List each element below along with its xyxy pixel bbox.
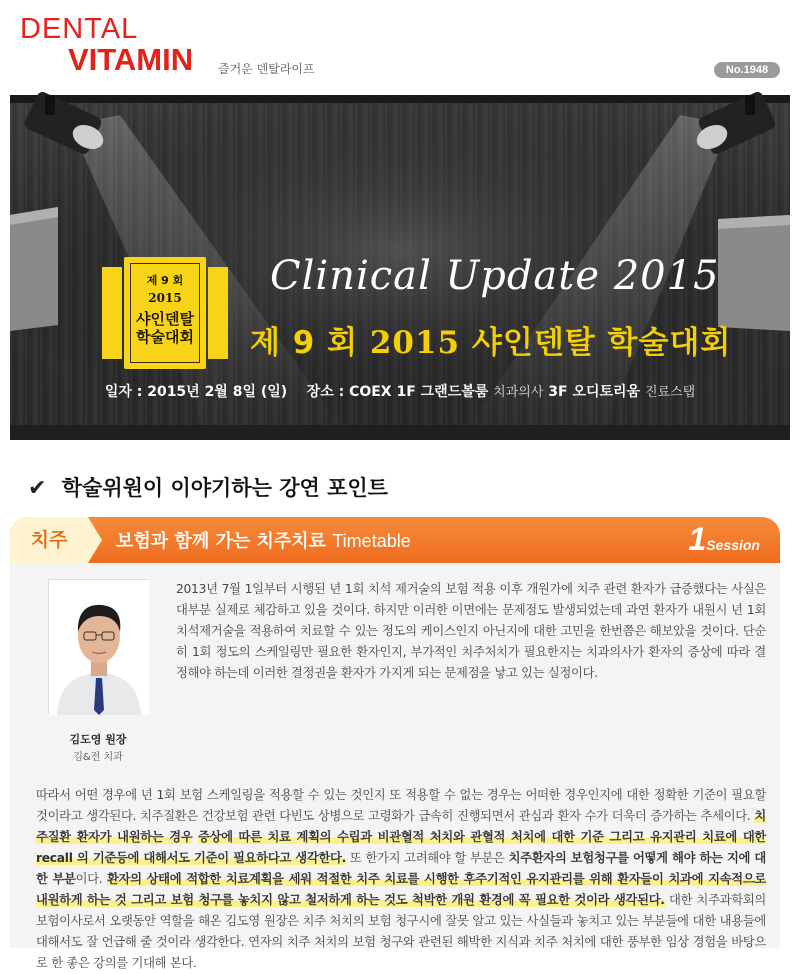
- emblem-box: [130, 263, 200, 363]
- article-highlight-2: 증상에 따른 치료 계획의 수립과 비관혈적 처치와 관혈적 처치에 대한 기준 그리고 유지관리 치료에 대한 recall 의 기준등에 대해서도 기준이 필요하다고 생각한다.: [36, 830, 767, 865]
- emblem-edition: 제 9 회: [146, 274, 184, 287]
- speaker-affiliation: 김&전 치과: [73, 752, 123, 763]
- session-content-panel: [10, 563, 780, 970]
- banner-script-title: Clinical Update 2015: [270, 253, 720, 299]
- banner-event-info: [10, 381, 790, 401]
- article-highlight-3: 환자의 상태에 적합한 치료계획을 세워 적절한 치주 치료를 시행한 후주기적인 유지관리를 위해 환자들이 치과에 지속적으로 내원하게 하는 것 그리고 보험 청구를 놓치지 않고 철저하게 하는 것도 척박한 개원 환경에 꼭 필요한 것이라 생각된다.: [36, 872, 766, 907]
- banner-main-title: [250, 317, 770, 362]
- banner-title-suffix: 샤인덴탈 학술대회: [471, 325, 732, 361]
- banner-title-year: 2015: [369, 325, 461, 361]
- article-p2h: 대한 치주과학회의 보험이사로서 오랫동안 역할을 해온 김도영 원장은 치주 처치의 보험 청구시에 잘못 알고 있는 사실들과 놓치고 있는 부분들에 대한 내용들에 대해서도 잘 언급해 줄 것이라 생각한다. 연자의 치주 처치의 보험 청구와 관련된 해박한 지식과 치주 처치에 대한 풍부한 임상 경험을 바탕으로 한 좋은 강의를 기대해 본다.: [36, 893, 766, 970]
- event-place-audience-2: 진료스탭: [644, 385, 696, 400]
- emblem-name-2: 학술대회: [136, 328, 194, 346]
- article-paragraph-2: [36, 785, 766, 974]
- article-highlight-1: 치주질환 환자가 내원하는 경우: [36, 809, 767, 844]
- article-bold-1: 치주환자의 보험청구를 어떻게 해야 하는 지에 대한 부분: [36, 851, 766, 886]
- emblem-plate: [124, 257, 206, 369]
- event-place-hall: 3F 오디토리움: [548, 384, 641, 400]
- session-title-ko: 보험과 함께 가는 치주치료: [116, 531, 327, 552]
- page-header: [0, 0, 800, 95]
- session-title: [116, 527, 411, 553]
- session-category-tag: 치주: [10, 517, 88, 563]
- article-p2d: 또 한가지 고려해야 할 부분은: [346, 851, 509, 865]
- article-paragraph-1: [176, 579, 766, 684]
- article-p1-text: 2013년 7월 1일부터 시행된 년 1회 치석 제거술의 보험 적용 이후 개원가에 치주 관련 환자가 급증했다는 사실은 대부분 실제로 체감하고 있을 것이다. 하지만 이러한 이면에는 문제점도 발생되었는데 과연 환자가 내원시 년 1회 치석제거술을 적용하여 치료할 수 있는 정도의 케이스인지 아닌지에 대한 고민을 한번쯤은 해보았을 것이다. 단순히 1회 정도의 스케일링만 필요한 환자인지, 부가적인 치주처치가 필요한지는 치과의사가 환자의 증상에 따라 결정해야 하는데 이러한 결정권을 환자가 가지게 되는 문제점을 낳고 있는 실정이다.: [176, 582, 766, 680]
- section-heading-text: 학술위원이 이야기하는 강연 포인트: [61, 476, 388, 500]
- event-place: 장소 : COEX 1F 그랜드볼룸: [306, 384, 489, 400]
- emblem-wing-right: [208, 267, 228, 359]
- emblem-year: 2015: [148, 291, 182, 305]
- speaker-portrait-illustration: [49, 580, 149, 715]
- issue-number-badge: No.1948: [714, 62, 780, 78]
- article-p2f: 이다.: [75, 872, 107, 886]
- tagline: 즐거운 덴탈라이프: [218, 62, 315, 76]
- logo-bottom-text: VITAMIN: [68, 42, 194, 77]
- speaker-name: 김도영 원장: [69, 733, 127, 746]
- logo-top-text: DENTAL: [20, 13, 139, 45]
- event-emblem: [102, 257, 228, 369]
- section-heading: [28, 472, 388, 502]
- event-place-audience-1: 치과의사: [493, 385, 544, 400]
- article-p2a-text: 따라서 어떤 경우에 년 1회 보험 스케일링을 적용할 수 있는 것인지 또 적용할 수 없는 경우는 어떠한 경우인지에 대한 정확한 기준이 필요할 것이라고 생각된다. 치주질환은 건강보험 관련 다빈도 상병으로 고령화가 급속히 진행되면서 관심과 환자 수가 더욱더 증가하는 추세이다.: [36, 788, 766, 823]
- checkmark-icon: ✔: [28, 476, 47, 501]
- session-title-en: Timetable: [332, 531, 411, 551]
- event-banner: [10, 95, 790, 440]
- event-date: 일자 : 2015년 2월 8일 (일): [104, 384, 288, 400]
- session-number: [689, 521, 761, 558]
- session-tag-arrow: [88, 517, 102, 563]
- dental-vitamin-logo[interactable]: [20, 14, 193, 76]
- session-header-bar: [10, 517, 780, 563]
- emblem-name-1: 샤인덴탈: [136, 310, 194, 328]
- session-number-label: Session: [706, 537, 760, 553]
- emblem-wing-left: [102, 267, 122, 359]
- session-number-value: 1: [688, 521, 707, 557]
- speaker-photo: [48, 579, 148, 714]
- banner-title-prefix: 제 9 회: [250, 325, 359, 361]
